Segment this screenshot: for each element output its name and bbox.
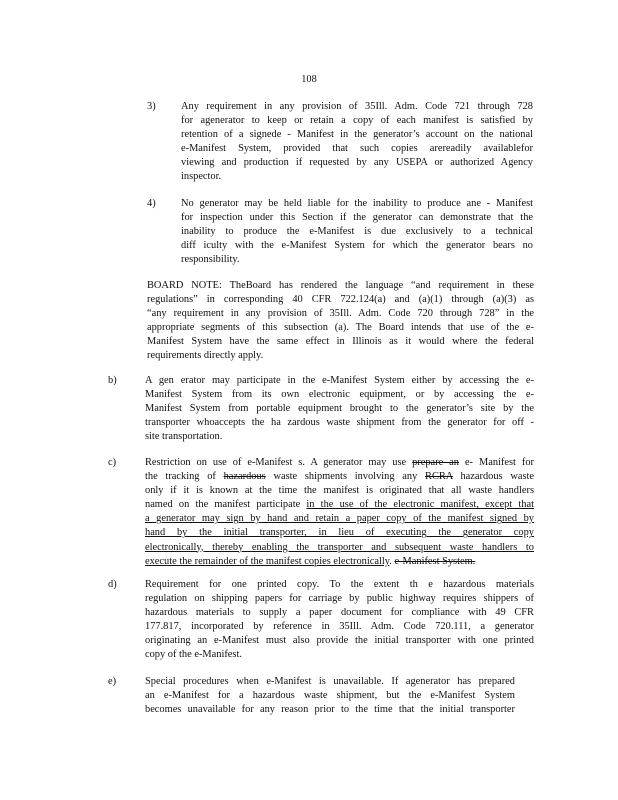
text-line: hazardous materials to supply a paper document for compliance with 49 CFR (145, 607, 534, 619)
subsection-d-marker: d) (108, 579, 117, 590)
text-run: named on the manifest participate (145, 499, 307, 511)
subsection-c-marker: c) (108, 457, 117, 468)
text-line: e-Manifest System, provided that such copies arereadily availablefor (181, 143, 533, 155)
text-line: Manifest System from its own electronic equipment, or by accessing the e- (145, 389, 534, 401)
subsection-3-marker: 3) (147, 101, 156, 112)
text-line: Requirement for one printed copy. To the extent th e hazardous materials (145, 579, 534, 590)
inserted-text: electronically, thereby enabling the transporter and subsequent waste handlers to (145, 541, 534, 553)
text-line: 177.817, incorporated by reference in 35Ill. Adm. Code 720.111, a generator (145, 621, 534, 633)
inserted-text: a generator may sign by hand and retain a paper copy of the manifest signed by (145, 513, 534, 525)
subsection-e-text (145, 675, 515, 717)
text-line: only if it is known at the time the manifest is originated that all waste handlers (145, 485, 534, 497)
text-line: Any requirement in any provision of 35Ill. Adm. Code 721 through 728 (181, 101, 533, 112)
subsection-4-marker: 4) (147, 198, 156, 209)
text-line (145, 526, 534, 540)
text-line (145, 555, 534, 569)
text-line: appropriate segments of this subsection (a). The Board intends that use of the e- (147, 322, 534, 334)
text-line: A gen erator may participate in the e-Manifest System either by accessing the e- (145, 375, 534, 386)
text-line: for agenerator to keep or retain a copy of each manifest is satisfied by (181, 115, 533, 127)
subsection-b-text (145, 374, 534, 444)
subsection-d-text (145, 578, 534, 663)
text-line: regulation on shipping papers for carriage by public highway requires shippers of (145, 593, 534, 605)
subsection-c-text (145, 456, 534, 569)
text-line: inspector. (181, 171, 222, 183)
text-line (145, 498, 534, 512)
text-line: viewing and production if requested by any USEPA or authorized Agency (181, 157, 533, 169)
text-line: copy of the e-Manifest. (145, 649, 242, 661)
text-line: responsibility. (181, 254, 240, 266)
text-run: the tracking of (145, 471, 224, 483)
inserted-text: in the use of the electronic manifest, except that (306, 499, 534, 511)
page-number: 108 (301, 74, 317, 85)
text-line: for inspection under this Section if the generator can demonstrate that the (181, 212, 533, 224)
subsection-e-marker: e) (108, 676, 117, 687)
text-run: Restriction on use of e-Manifest s. A generator may use (145, 457, 413, 468)
text-line: Manifest System from portable equipment brought to the generator’s site by the (145, 403, 534, 415)
subsection-b-marker: b) (108, 375, 117, 386)
text-run: hazardous waste (452, 471, 534, 483)
text-line: an e-Manifest for a hazardous waste shipment, but the e-Manifest System (145, 690, 515, 702)
text-line: becomes unavailable for any reason prior to the time that the initial transporter (145, 704, 515, 716)
deleted-text: RCRA (425, 471, 453, 483)
deleted-text: hazardous (223, 471, 266, 483)
text-line: site transportation. (145, 431, 223, 443)
inserted-text: execute the remainder of the manifest copies electronically (145, 555, 390, 567)
text-line (145, 541, 534, 555)
text-line: Special procedures when e-Manifest is unavailable. If agenerator has prepared (145, 676, 515, 687)
text-line: requirements directly apply. (147, 350, 264, 362)
text-line: “any requirement in any provision of 35Ill. Adm. Code 720 through 728” in the (147, 308, 534, 320)
board-note (147, 279, 534, 364)
text-run: waste shipments involving any (265, 471, 426, 483)
text-line (145, 470, 534, 484)
inserted-text: hand by the initial transporter, in lieu of executing the generator copy (145, 527, 534, 539)
text-run: . (389, 555, 395, 567)
text-line: inability to produce the e-Manifest is due exclusively to a technical (181, 226, 533, 238)
text-line (145, 512, 534, 526)
text-run: e- Manifest for (458, 457, 534, 468)
subsection-3-text (181, 100, 533, 185)
text-line: BOARD NOTE: TheBoard has rendered the language “and requirement in these (147, 280, 534, 291)
text-line (145, 456, 534, 470)
subsection-4-text (181, 197, 533, 267)
text-line: diff iculty with the e-Manifest System for which the generator bears no (181, 240, 533, 252)
text-line: transporter whoaccepts the ha zardous waste shipment from the generator for off - (145, 417, 534, 429)
text-line: regulations” in corresponding 40 CFR 722.124(a) and (a)(1) through (a)(3) as (147, 294, 534, 306)
deleted-text: prepare an (412, 457, 459, 468)
text-line: No generator may be held liable for the inability to produce ane - Manifest (181, 198, 533, 209)
text-line: retention of a signede - Manifest in the generator’s account on the national (181, 129, 533, 141)
text-line: Manifest System have the same effect in Illinois as it would where the federal (147, 336, 534, 348)
text-line: originating an e-Manifest must also provide the initial transporter with one printed (145, 635, 534, 647)
deleted-text: e-Manifest System. (394, 555, 476, 567)
